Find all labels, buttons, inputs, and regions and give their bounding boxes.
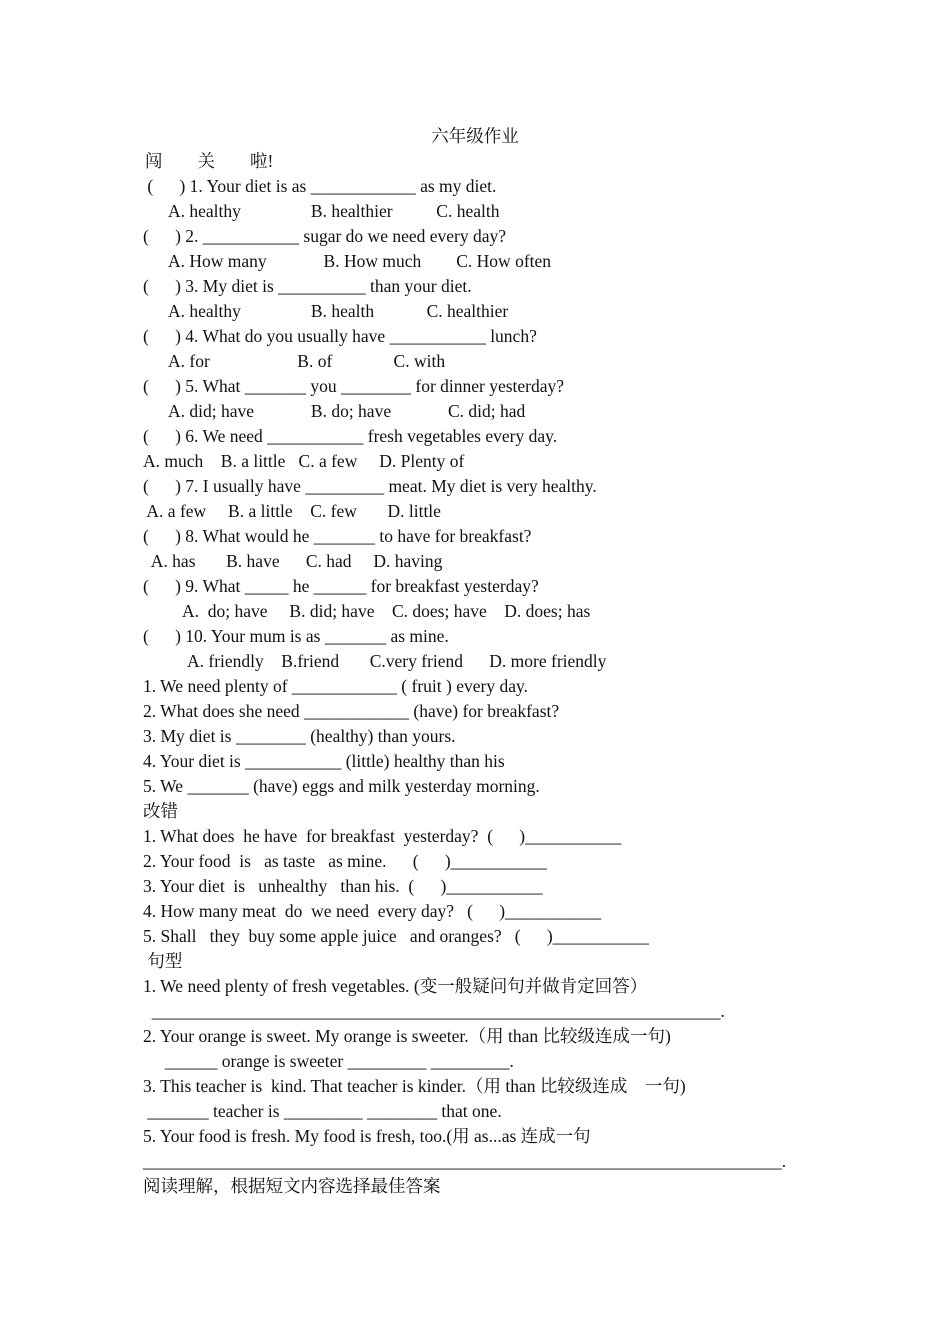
pattern-question-2: 2. Your orange is sweet. My orange is sweeter.（用 than 比较级连成一句) <box>143 1026 671 1046</box>
mcq-question-6: ( ) 6. We need ___________ fresh vegetables every day. <box>143 426 558 446</box>
mcq-question-1: ( ) 1. Your diet is as ____________ as my diet. <box>143 176 497 196</box>
mcq-options-10: A. friendly B.friend C.very friend D. more friendly <box>187 651 607 671</box>
correction-item-4: 4. How many meat do we need every day? ( )___________ <box>143 901 602 921</box>
mcq-options-5: A. did; have B. do; have C. did; had <box>168 401 526 421</box>
mcq-question-2: ( ) 2. ___________ sugar do we need every day? <box>143 226 507 246</box>
mcq-options-6: A. much B. a little C. a few D. Plenty of <box>143 451 465 471</box>
section-heading-challenge: 闯 关 啦! <box>145 151 274 171</box>
section-heading-patterns: 句型 <box>143 951 183 971</box>
section-heading-reading: 阅读理解，根据短文内容选择最佳答案 <box>143 1176 441 1196</box>
mcq-options-4: A. for B. of C. with <box>168 351 446 371</box>
fill-item-5: 5. We _______ (have) eggs and milk yesterday morning. <box>143 776 540 796</box>
mcq-options-2: A. How many B. How much C. How often <box>168 251 552 271</box>
correction-item-1: 1. What does he have for breakfast yesterday? ( )___________ <box>143 826 622 846</box>
correction-item-5: 5. Shall they buy some apple juice and oranges? ( )___________ <box>143 926 649 946</box>
mcq-question-7: ( ) 7. I usually have _________ meat. My diet is very healthy. <box>143 476 597 496</box>
pattern-answer-1: _________________________________________________________________. <box>143 1001 725 1021</box>
mcq-question-8: ( ) 8. What would he _______ to have for breakfast? <box>143 526 532 546</box>
mcq-question-5: ( ) 5. What _______ you ________ for dinner yesterday? <box>143 376 565 396</box>
fill-item-3: 3. My diet is ________ (healthy) than yours. <box>143 726 456 746</box>
mcq-question-10: ( ) 10. Your mum is as _______ as mine. <box>143 626 449 646</box>
pattern-question-1: 1. We need plenty of fresh vegetables. (变一般疑问句并做肯定回答） <box>143 976 648 996</box>
fill-item-1: 1. We need plenty of ____________ ( fruit ) every day. <box>143 676 528 696</box>
mcq-question-4: ( ) 4. What do you usually have ___________ lunch? <box>143 326 537 346</box>
pattern-answer-5: _________________________________________________________________________. <box>143 1151 787 1171</box>
mcq-options-7: A. a few B. a little C. few D. little <box>143 501 441 521</box>
mcq-options-3: A. healthy B. health C. healthier <box>168 301 509 321</box>
fill-item-4: 4. Your diet is ___________ (little) healthy than his <box>143 751 505 771</box>
mcq-options-8: A. has B. have C. had D. having <box>143 551 443 571</box>
section-heading-correction: 改错 <box>143 801 178 821</box>
pattern-answer-2: ______ orange is sweeter _________ _________. <box>143 1051 514 1071</box>
mcq-question-9: ( ) 9. What _____ he ______ for breakfast yesterday? <box>143 576 539 596</box>
fill-item-2: 2. What does she need ____________ (have) for breakfast? <box>143 701 560 721</box>
mcq-question-3: ( ) 3. My diet is __________ than your diet. <box>143 276 472 296</box>
correction-item-3: 3. Your diet is unhealthy than his. ( )___________ <box>143 876 543 896</box>
mcq-options-1: A. healthy B. healthier C. health <box>168 201 500 221</box>
correction-item-2: 2. Your food is as taste as mine. ( )___________ <box>143 851 547 871</box>
pattern-question-5: 5. Your food is fresh. My food is fresh, too.(用 as...as 连成一句 <box>143 1126 591 1146</box>
mcq-options-9: A. do; have B. did; have C. does; have D. does; has <box>182 601 591 621</box>
pattern-question-3: 3. This teacher is kind. That teacher is kinder.（用 than 比较级连成 一句) <box>143 1076 686 1096</box>
page-title: 六年级作业 <box>431 126 519 146</box>
pattern-answer-3: _______ teacher is _________ ________ that one. <box>143 1101 502 1121</box>
